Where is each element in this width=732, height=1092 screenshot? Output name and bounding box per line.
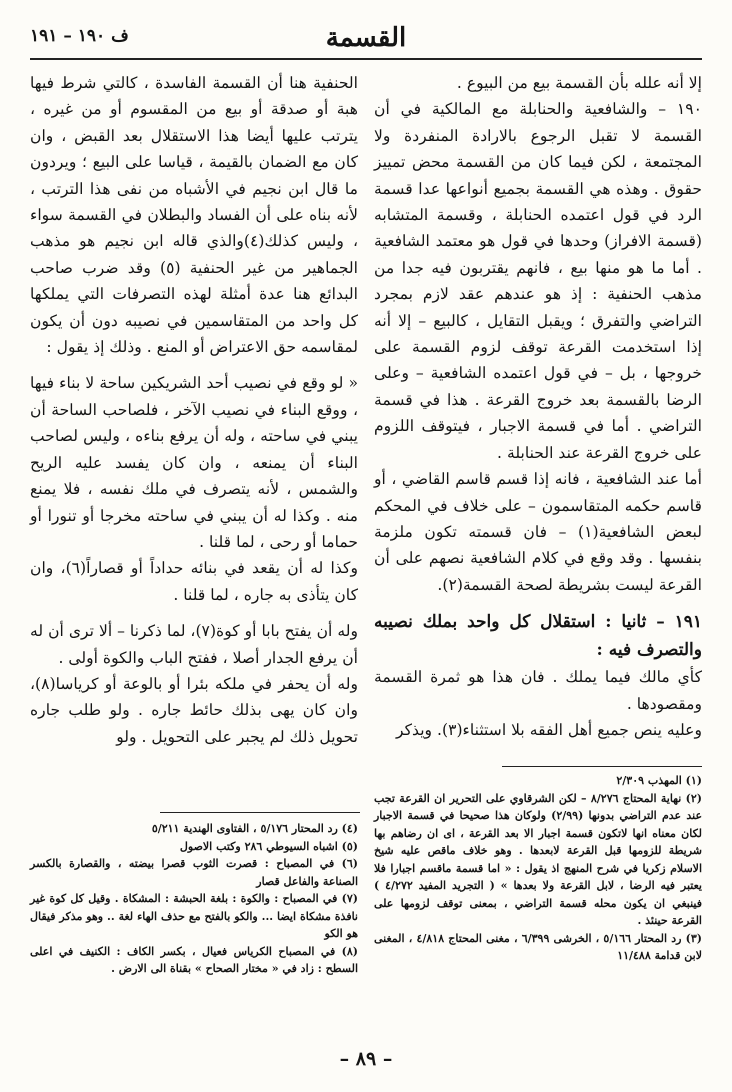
footnote: (٥) اشباه السيوطي ٢٨٦ وكتب الاصول — [179, 839, 358, 853]
quote-paragraph: وله أن يفتح بابا أو كوة(٧)، لما ذكرنا – ألا ترى أن له أن يرفع الجدار أصلا ، ففتح الباب والكوة أولى . — [30, 622, 358, 667]
paragraph: ١٩٠ – والشافعية والحنابلة مع المالكية في أن القسمة لا تقبل الرجوع بالارادة المنفردة ولا المجتمعة ، لكن فيما كان من القسمة محض تمييز حقوق . وهذه هي القسمة بجميع أنواعها عدا قسمة الرد في قول اعتمده الحنابلة ، وقسمة المتشابه (قسمة الافراز) وحدها في قول هو معتمد الشافعية . أما ما هو منها بيع ، فانهم يقتربون فيه جدا من مذهب الحنفية : إذ هو عندهم عقد لازم بمجرد التراضي والتفرق ؛ ويقبل التقايل ، كالبيع – إلا أنه إذا استخدمت القرعة توقف لزوم القسمة على خروجها ، بل – في قول اعتمده الشافعية – وعلى الرضا بالقسمة بعد خروج القرعة . هذا في قسمة التراضي . أما في قسمة الاجبار ، فيتوقف اللزوم على خروج القرعة عند الحنابلة . — [374, 100, 702, 462]
left-column — [30, 70, 358, 750]
footnote: (٤) رد المحتار ٥/١٧٦ ، الفتاوى الهندية ٥/٢١١ — [151, 822, 358, 835]
footnote: (١) المهذب ٢/٣٠٩ — [616, 774, 702, 787]
page-number: – ٨٩ – — [339, 1048, 393, 1070]
paragraph: وعليه ينص جميع أهل الفقه بلا استثناء(٣). ويذكر — [395, 720, 702, 739]
paragraph: كأي مالك فيما يملك . فان هذا هو ثمرة القسمة ومقصودها . — [374, 668, 702, 713]
footnote: (٧) في المصباح : والكوة : بلغة الحبشة : المشكاة . وقيل كل كوة غير نافذة مشكاة ايضا ... والكو بالفتح مع حذف الهاء لغة .. وهو مذكر فيقال هو الكو — [30, 892, 358, 940]
footnote: (٢) نهاية المحتاج ٨/٢٧٦ – لكن الشرقاوي على التحرير ان القرعة تجب عند عدم التراضي بدونها (٢/٩٩) ولوكان هذا صحيحا في قسمة الاجبار لكان معناه انها لاتكون قسمة اجبار الا بعد القرعة ، اى ان رضاهم بها شريطة للزومها قبل القرعة لابعدها . وهو خلاف ماقص عليه شيخ الاسلام زكريا في شرح المنهج اذ يقول : « اما قسمة ماقسم اجبارا فلا يعتبر فيه الرضا ، لابل القرعة ولا بعدها » ( التجريد المفيد ٤/٢٧٢ ) فينبغي ان يكون محله قسمة التراضي ، بمعنى توقف لزومها على القرعة حينئذ . — [374, 791, 703, 927]
footnote: (٣) رد المحتار ٥/١٦٦ ، الخرشى ٦/٣٩٩ ، مغنى المحتاج ٤/٨١٨ ، المغنى لابن قدامة ١١/٤٨٨ — [374, 931, 702, 962]
quote-paragraph: وكذا له أن يقعد في بنائه حداداً أو قصاراً(٦)، وان كان يتأذى به جاره ، لما قلنا . — [30, 559, 358, 604]
paragraph: أما عند الشافعية ، فانه إذا قسم قاسم القاضي ، أو قاسم حكمه المتقاسمون – على خلاف في المحكم لبعض الشافعية(١) – فان قسمته تكون ملزمة بنفسها . وقد وقع في كلام الشافعية نصهم على أن القرعة ليست بشريطة لصحة القسمة(٢). — [374, 470, 703, 594]
paragraph: الحنفية هنا أن القسمة الفاسدة ، كالتي شرط فيها هبة أو صدقة أو بيع من المقسوم أو من غيره ، يترتب عليها أيضا هذا الاستقلال بعد القبض ، وان كان مع الضمان بالقيمة ، قياسا على البيع ؛ ويردون ما قال ابن نجيم في الأشباه من نفى هذا الترتب ، لأنه بناه على أن الفساد والبطلان في القسمة سواء ، وليس كذلك(٤)والذي قاله ابن نجيم هو مذهب الجماهير من غير الحنفية (٥) وقد ضرب صاحب البدائع هنا عدة أمثلة لهذه التصرفات التي يملكها كل واحد من المتقاسمين في نصيبه دون أن يكون لمقاسمه حق الاعتراض أو المنع . وذلك إذ يقول : — [30, 74, 359, 357]
footnotes-left — [30, 820, 358, 978]
page-header — [30, 22, 702, 60]
footnote-rule-left — [160, 812, 360, 813]
paragraph: إلا أنه علله بأن القسمة بيع من البيوع . — [456, 74, 702, 92]
section-reference: ف ١٩٠ – ١٩١ — [30, 26, 129, 46]
footnote: (٨) في المصباح الكرياس فعيال ، بكسر الكاف : الكنيف في اعلى السطح : زاد في « مختار الصحاح » بقناة الى الارض . — [30, 944, 358, 975]
footnote: (٦) في المصباح : قصرت الثوب قصرا بيضته ، والقصارة بالكسر الصناعة والفاعل قصار — [30, 857, 358, 888]
section-heading: ١٩١ – ثانيا : استقلال كل واحد بملك نصيبه والتصرف فيه : — [374, 612, 702, 661]
quote-paragraph: « لو وقع في نصيب أحد الشريكين ساحة لا بناء فيها ، ووقع البناء في نصيب الآخر ، فلصاحب الساحة أن يبني في ساحته ، وله أن يرفع بناءه ، وليس لصاحب البناء أن يمنعه ، وان كان يفسد عليه الريح والشمس ، لأنه يتصرف في ملك نفسه ، فلا يمنع منه . وكذا له أن يبني في ساحته مخرجا أو تنورا أو حماما أو رحى ، لما قلنا . — [30, 374, 358, 551]
footnotes-right — [374, 772, 702, 965]
quote-paragraph: وله أن يحفر في ملكه بئرا أو بالوعة أو كرياسا(٨)، وان كان يهى بذلك حائط جاره . ولو طلب جاره تحويل ذلك لم يجبر على التحويل . ولو — [30, 674, 358, 746]
footnote-rule-right — [502, 766, 702, 767]
running-title: القسمة — [325, 23, 407, 53]
right-column — [374, 70, 702, 743]
